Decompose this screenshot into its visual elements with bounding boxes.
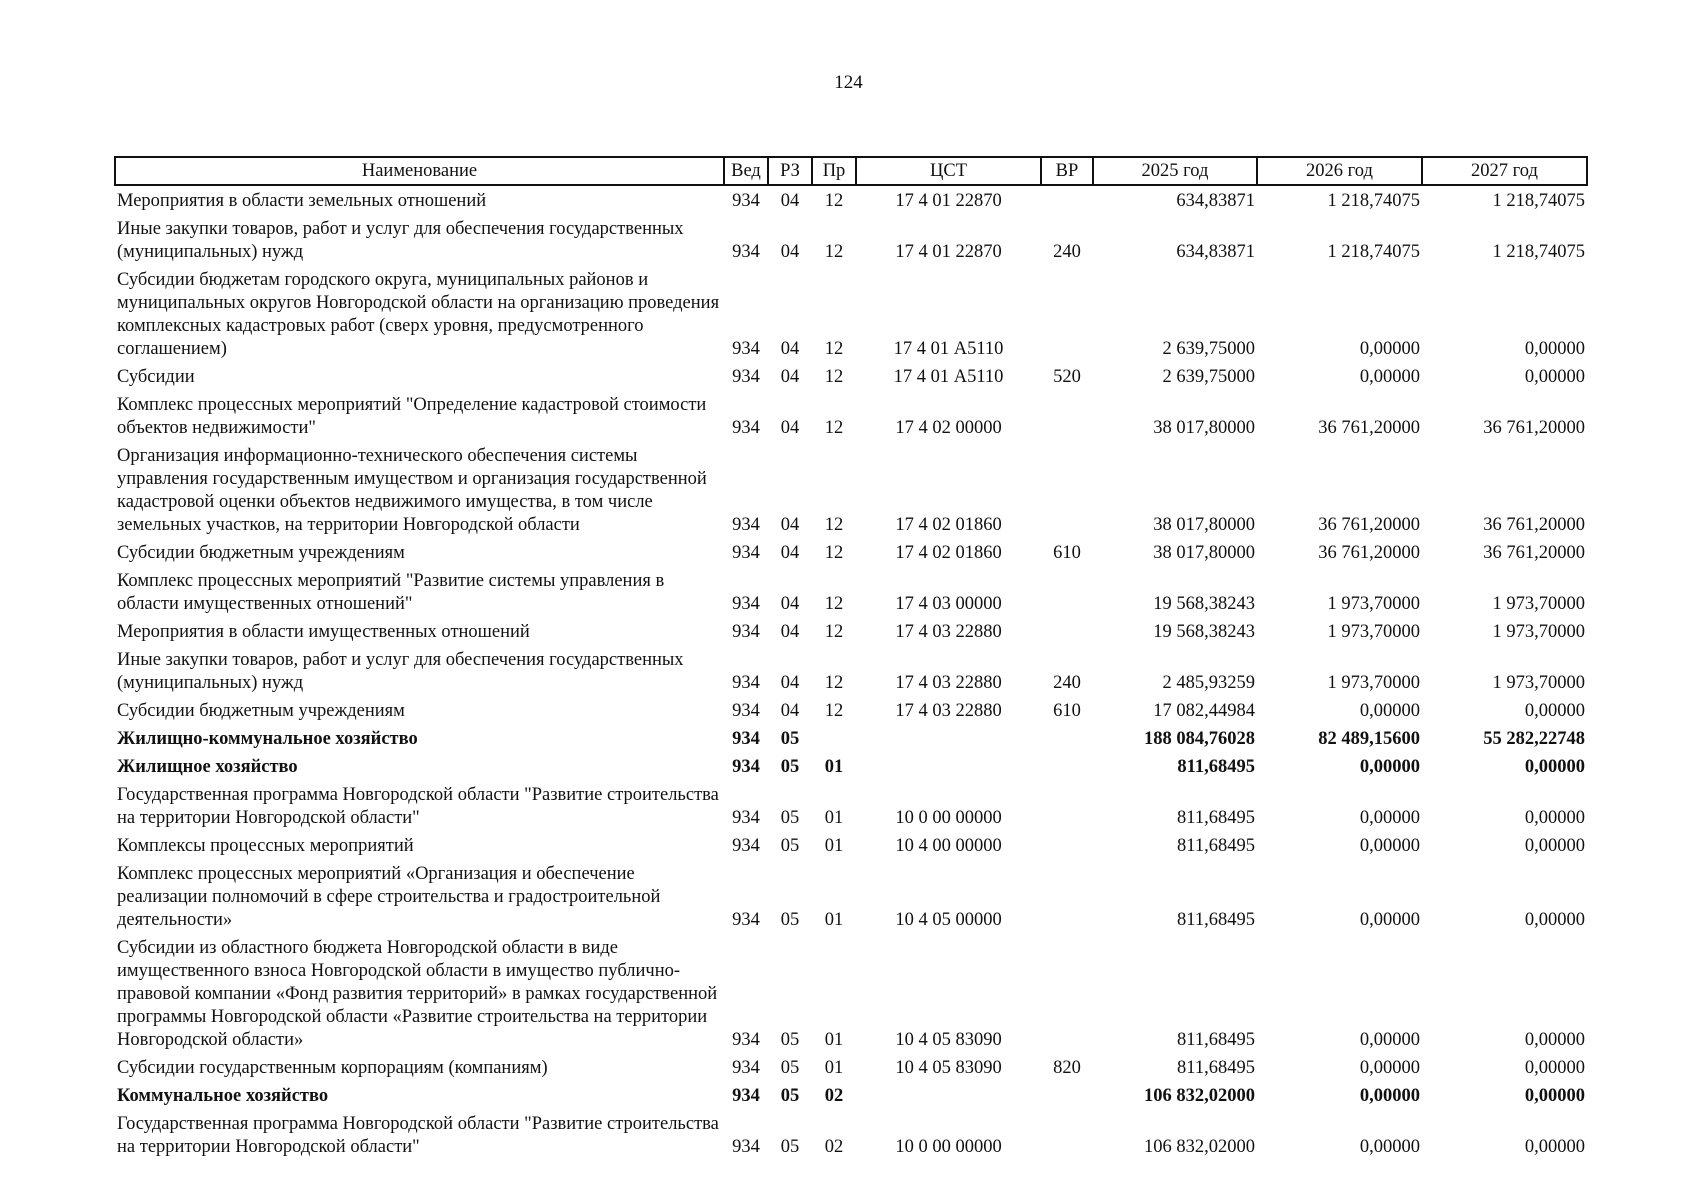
row-2027: 1 973,70000: [1492, 673, 1585, 693]
row-cst: 17 4 02 00000: [895, 418, 1002, 438]
row-name: Субсидии бюджетным учреждениям: [117, 543, 405, 563]
row-2027: 0,00000: [1524, 808, 1585, 828]
row-2026: 1 973,70000: [1327, 594, 1420, 614]
row-2027: 1 218,74075: [1492, 242, 1585, 262]
row-cst: 17 4 01 22870: [895, 191, 1002, 211]
row-2026: 36 761,20000: [1318, 515, 1420, 535]
row-2025: 2 639,75000: [1162, 367, 1255, 387]
row-name: Коммунальное хозяйство: [117, 1086, 329, 1106]
row-2025: 106 832,02000: [1144, 1137, 1255, 1157]
row-2026: 82 489,15600: [1318, 729, 1420, 749]
row-2026: 0,00000: [1359, 367, 1420, 387]
row-2027: 1 973,70000: [1492, 594, 1585, 614]
table-row: [115, 723, 1587, 751]
row-pr: 01: [824, 808, 844, 828]
row-name: Иные закупки товаров, работ и услуг для обеспечения государственных (муниципальных) нужд: [117, 219, 684, 262]
row-ved: 934: [732, 1137, 760, 1157]
row-2027: 0,00000: [1524, 339, 1585, 359]
row-2025: 106 832,02000: [1144, 1086, 1255, 1106]
row-2025: 811,68495: [1177, 836, 1255, 856]
row-2025: 811,68495: [1177, 1058, 1255, 1078]
row-rz: 04: [780, 367, 800, 387]
row-cst: 17 4 01 А5110: [893, 367, 1004, 387]
row-2027: 0,00000: [1524, 910, 1585, 930]
row-cst: 17 4 02 01860: [895, 515, 1002, 535]
row-2025: 634,83871: [1176, 191, 1255, 211]
row-cst: 10 4 05 83090: [895, 1030, 1002, 1050]
row-2026: 0,00000: [1359, 339, 1420, 359]
row-ved: 934: [732, 515, 760, 535]
row-2026: 0,00000: [1359, 1030, 1420, 1050]
row-pr: 12: [824, 515, 844, 535]
row-2025: 2 639,75000: [1162, 339, 1255, 359]
row-2027: 0,00000: [1524, 1137, 1585, 1157]
row-vr: 820: [1053, 1058, 1081, 1078]
row-name: Иные закупки товаров, работ и услуг для обеспечения государственных (муниципальных) нужд: [117, 650, 684, 693]
row-2026: 0,00000: [1359, 836, 1420, 856]
row-name: Комплекс процессных мероприятий «Организация и обеспечение реализации полномочий в сфере строительства и градостроительной деятельности»: [117, 864, 661, 930]
row-ved: 934: [732, 729, 760, 749]
row-2027: 36 761,20000: [1483, 418, 1585, 438]
row-rz: 05: [780, 757, 800, 777]
row-2025: 38 017,80000: [1153, 515, 1255, 535]
table-row: [115, 440, 1587, 537]
row-vr: [1041, 1080, 1093, 1108]
row-2026: 0,00000: [1359, 1058, 1420, 1078]
row-2025: 634,83871: [1176, 242, 1255, 262]
row-vr: [1041, 932, 1093, 1052]
row-pr: 02: [824, 1086, 844, 1106]
row-ved: 934: [732, 339, 760, 359]
row-2027: 0,00000: [1524, 1030, 1585, 1050]
row-vr: [1041, 1108, 1093, 1159]
row-pr: 12: [824, 543, 844, 563]
row-ved: 934: [732, 191, 760, 211]
row-pr: 12: [824, 339, 844, 359]
row-name: Государственная программа Новгородской области "Развитие строительства на территории Новгородской области": [117, 1114, 719, 1157]
row-2025: 2 485,93259: [1162, 673, 1255, 693]
row-rz: 05: [780, 729, 800, 749]
row-vr: [1041, 830, 1093, 858]
row-rz: 04: [780, 339, 800, 359]
row-2027: 0,00000: [1524, 836, 1585, 856]
table-row: [115, 185, 1587, 213]
row-pr: 12: [824, 418, 844, 438]
row-2025: 811,68495: [1177, 1030, 1255, 1050]
row-name: Жилищно-коммунальное хозяйство: [117, 729, 418, 749]
row-name: Комплекс процессных мероприятий "Развитие системы управления в области имущественных отношений": [117, 571, 665, 614]
header-2025: 2025 год: [1093, 157, 1257, 185]
table-row: [115, 264, 1587, 361]
table-row: [115, 1052, 1587, 1080]
header-2027: 2027 год: [1422, 157, 1587, 185]
row-2026: 0,00000: [1359, 701, 1420, 721]
table-row: [115, 858, 1587, 932]
row-2027: 36 761,20000: [1483, 543, 1585, 563]
row-vr: [1041, 264, 1093, 361]
header-rz: РЗ: [768, 157, 812, 185]
row-vr: [1041, 751, 1093, 779]
row-ved: 934: [732, 1030, 760, 1050]
row-pr: 12: [824, 594, 844, 614]
row-ved: 934: [732, 808, 760, 828]
row-2025: 811,68495: [1177, 910, 1255, 930]
row-rz: 05: [780, 808, 800, 828]
row-vr: 240: [1053, 242, 1081, 262]
row-rz: 04: [780, 701, 800, 721]
row-2026: 36 761,20000: [1318, 543, 1420, 563]
row-cst: [856, 1080, 1041, 1108]
row-name: Мероприятия в области имущественных отношений: [117, 622, 530, 642]
row-cst: 10 0 00 00000: [895, 1137, 1002, 1157]
row-2025: 19 568,38243: [1153, 594, 1255, 614]
table-body: [115, 185, 1587, 1159]
header-vr: ВР: [1041, 157, 1093, 185]
row-rz: 05: [780, 1137, 800, 1157]
row-rz: 05: [780, 1058, 800, 1078]
row-vr: [1041, 389, 1093, 440]
header-name: Наименование: [115, 157, 724, 185]
row-ved: 934: [732, 757, 760, 777]
row-2027: 1 973,70000: [1492, 622, 1585, 642]
row-ved: 934: [732, 543, 760, 563]
row-cst: 10 4 05 00000: [895, 910, 1002, 930]
row-rz: 05: [780, 836, 800, 856]
row-2025: 19 568,38243: [1153, 622, 1255, 642]
row-2027: 0,00000: [1524, 367, 1585, 387]
row-vr: [1041, 440, 1093, 537]
row-2027: 0,00000: [1524, 1086, 1585, 1106]
row-cst: 10 4 00 00000: [895, 836, 1002, 856]
row-pr: 01: [824, 910, 844, 930]
row-pr: 01: [824, 836, 844, 856]
row-cst: 10 4 05 83090: [895, 1058, 1002, 1078]
row-name: Организация информационно-технического обеспечения системы управления государственным имуществом и организация государственной кадастровой оценки объектов недвижимого имущества, в том числе земельных участков, на территории Новгородской области: [117, 446, 707, 535]
table-row: [115, 1108, 1587, 1159]
row-2026: 1 973,70000: [1327, 673, 1420, 693]
row-name: Субсидии бюджетным учреждениям: [117, 701, 405, 721]
row-rz: 05: [780, 1030, 800, 1050]
row-ved: 934: [732, 673, 760, 693]
row-cst: 17 4 01 22870: [895, 242, 1002, 262]
row-name: Государственная программа Новгородской области "Развитие строительства на территории Новгородской области": [117, 785, 719, 828]
row-2026: 1 218,74075: [1327, 191, 1420, 211]
row-ved: 934: [732, 594, 760, 614]
row-rz: 04: [780, 673, 800, 693]
table-row: [115, 389, 1587, 440]
row-vr: [1041, 858, 1093, 932]
table-row: [115, 537, 1587, 565]
row-name: Субсидии из областного бюджета Новгородской области в виде имущественного взноса Новгородской области в имущество публично-правовой компании «Фонд развития территорий» в рамках государственной программы Новгородской области «Развитие строительства на территории Новгородской области»: [117, 938, 718, 1050]
row-cst: [856, 751, 1041, 779]
row-name: Субсидии: [117, 367, 195, 387]
row-ved: 934: [732, 1086, 760, 1106]
row-cst: 17 4 03 00000: [895, 594, 1002, 614]
row-vr: 610: [1053, 543, 1081, 563]
row-vr: [1041, 565, 1093, 616]
table-row: [115, 830, 1587, 858]
table-row: [115, 695, 1587, 723]
row-ved: 934: [732, 910, 760, 930]
row-rz: 05: [780, 910, 800, 930]
table-row: [115, 779, 1587, 830]
row-pr: 02: [824, 1137, 844, 1157]
row-2025: 38 017,80000: [1153, 418, 1255, 438]
row-ved: 934: [732, 1058, 760, 1078]
header-2026: 2026 год: [1257, 157, 1422, 185]
row-cst: 17 4 01 А5110: [893, 339, 1004, 359]
row-pr: 12: [824, 673, 844, 693]
row-2026: 0,00000: [1359, 757, 1420, 777]
row-2027: 55 282,22748: [1483, 729, 1585, 749]
row-2026: 36 761,20000: [1318, 418, 1420, 438]
row-cst: 17 4 02 01860: [895, 543, 1002, 563]
row-vr: [1041, 185, 1093, 213]
row-name: Субсидии бюджетам городского округа, муниципальных районов и муниципальных округов Новгородской области на организацию проведения комплексных кадастровых работ (сверх уровня, предусмотренного соглашением): [117, 270, 720, 359]
row-cst: 10 0 00 00000: [895, 808, 1002, 828]
row-2027: 0,00000: [1524, 701, 1585, 721]
row-rz: 04: [780, 191, 800, 211]
table-row: [115, 751, 1587, 779]
row-2026: 1 973,70000: [1327, 622, 1420, 642]
row-name: Субсидии государственным корпорациям (компаниям): [117, 1058, 548, 1078]
row-2026: 0,00000: [1359, 1137, 1420, 1157]
row-2025: 811,68495: [1177, 808, 1255, 828]
row-pr: 12: [824, 367, 844, 387]
table-row: [115, 565, 1587, 616]
row-pr: 12: [824, 242, 844, 262]
table-row: [115, 644, 1587, 695]
row-pr: 12: [824, 701, 844, 721]
row-rz: 04: [780, 543, 800, 563]
row-2025: 38 017,80000: [1153, 543, 1255, 563]
row-cst: 17 4 03 22880: [895, 701, 1002, 721]
row-vr: [1041, 723, 1093, 751]
row-2027: 36 761,20000: [1483, 515, 1585, 535]
row-pr: [812, 723, 856, 751]
row-2027: 1 218,74075: [1492, 191, 1585, 211]
row-pr: 01: [824, 1030, 844, 1050]
row-name: Мероприятия в области земельных отношений: [117, 191, 487, 211]
row-cst: 17 4 03 22880: [895, 622, 1002, 642]
row-ved: 934: [732, 418, 760, 438]
row-pr: 01: [824, 1058, 844, 1078]
table-row: [115, 932, 1587, 1052]
row-rz: 04: [780, 622, 800, 642]
row-2027: 0,00000: [1524, 757, 1585, 777]
table-row: [115, 1080, 1587, 1108]
row-vr: [1041, 779, 1093, 830]
row-vr: 240: [1053, 673, 1081, 693]
row-name: Жилищное хозяйство: [117, 757, 298, 777]
row-cst: 17 4 03 22880: [895, 673, 1002, 693]
row-2026: 0,00000: [1359, 808, 1420, 828]
row-name: Комплекс процессных мероприятий "Определение кадастровой стоимости объектов недвижимости": [117, 395, 707, 438]
row-ved: 934: [732, 701, 760, 721]
row-cst: [856, 723, 1041, 751]
row-rz: 05: [780, 1086, 800, 1106]
row-ved: 934: [732, 836, 760, 856]
row-rz: 04: [780, 418, 800, 438]
row-ved: 934: [732, 622, 760, 642]
row-2025: 188 084,76028: [1144, 729, 1255, 749]
row-vr: [1041, 616, 1093, 644]
row-2026: 1 218,74075: [1327, 242, 1420, 262]
row-2025: 811,68495: [1177, 757, 1255, 777]
row-rz: 04: [780, 515, 800, 535]
budget-table: [114, 156, 1588, 1159]
header-ved: Вед: [724, 157, 768, 185]
row-2026: 0,00000: [1359, 1086, 1420, 1106]
row-rz: 04: [780, 242, 800, 262]
table-row: [115, 616, 1587, 644]
page-number: 124: [834, 72, 863, 93]
table-row: [115, 361, 1587, 389]
row-pr: 12: [824, 191, 844, 211]
row-ved: 934: [732, 367, 760, 387]
row-rz: 04: [780, 594, 800, 614]
row-2026: 0,00000: [1359, 910, 1420, 930]
row-2027: 0,00000: [1524, 1058, 1585, 1078]
table-row: [115, 213, 1587, 264]
row-vr: 520: [1053, 367, 1081, 387]
header-cst: ЦСТ: [856, 157, 1041, 185]
row-vr: 610: [1053, 701, 1081, 721]
table-header-row: [115, 157, 1587, 185]
row-pr: 01: [824, 757, 844, 777]
header-pr: Пр: [812, 157, 856, 185]
row-2025: 17 082,44984: [1153, 701, 1255, 721]
row-name: Комплексы процессных мероприятий: [117, 836, 414, 856]
row-ved: 934: [732, 242, 760, 262]
row-pr: 12: [824, 622, 844, 642]
